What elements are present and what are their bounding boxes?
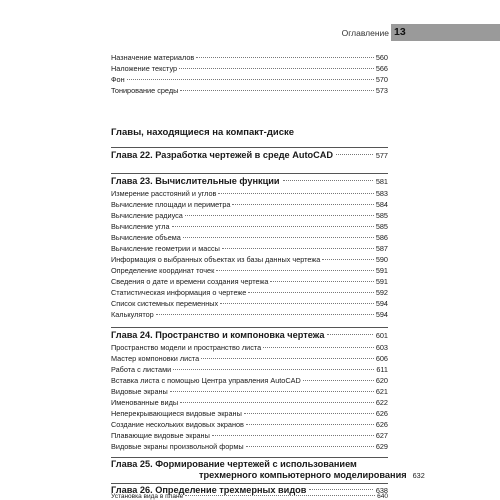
- chapter-23-heading: Глава 23. Вычислительные функции 581: [111, 176, 388, 186]
- chapter-rule: [111, 173, 388, 174]
- toc-entry: Установка вида в плане 640: [111, 493, 388, 500]
- toc-entry: Мастер компоновки листа 606: [111, 354, 388, 363]
- toc-entry: Вычисление радиуса 585: [111, 211, 388, 220]
- toc-entry: Работа с листами 611: [111, 365, 388, 374]
- chapter-rule: [111, 327, 388, 328]
- toc-entry: Вычисление площади и периметра 584: [111, 200, 388, 209]
- toc-entry: Плавающие видовые экраны 627: [111, 431, 388, 440]
- toc-entry: Видовые экраны произвольной формы 629: [111, 442, 388, 451]
- page-number-tab: 13: [391, 24, 500, 41]
- section-heading: Главы, находящиеся на компакт-диске: [111, 127, 295, 138]
- toc-entry: Наложение текстур 566: [111, 64, 388, 73]
- toc-entry: Назначение материалов 560: [111, 53, 388, 62]
- toc-entry: Фон 570: [111, 75, 388, 84]
- running-header-title: Оглавление: [341, 28, 389, 38]
- toc-entry: Вставка листа с помощью Центра управления AutoCAD 620: [111, 376, 388, 385]
- toc-entry: Видовые экраны 621: [111, 387, 388, 396]
- toc-entry: Неперекрывающиеся видовые экраны 626: [111, 409, 388, 418]
- chapter-25-heading-line1: Глава 25. Формирование чертежей с использованием: [111, 459, 357, 469]
- toc-entry: Информация о выбранных объектах из базы данных чертежа 590: [111, 255, 388, 264]
- toc-entry: Именованные виды 622: [111, 398, 388, 407]
- toc-entry: Пространство модели и пространство листа 603: [111, 343, 388, 352]
- chapter-26-heading: Глава 26. Определение трехмерных видов 638: [111, 485, 388, 495]
- toc-entry: Измерение расстояний и углов 583: [111, 189, 388, 198]
- chapter-rule: [111, 147, 388, 148]
- toc-entry: Вычисление геометрии и массы 587: [111, 244, 388, 253]
- toc-entry: Список системных переменных 594: [111, 299, 388, 308]
- toc-entry: Статистическая информация о чертеже 592: [111, 288, 388, 297]
- chapter-24-heading: Глава 24. Пространство и компоновка чертежа 601: [111, 330, 388, 340]
- chapter-rule: [111, 483, 388, 484]
- toc-entry: Вычисление угла 585: [111, 222, 388, 231]
- toc-entry: Сведения о дате и времени создания чертежа 591: [111, 277, 388, 286]
- toc-entry: Создание нескольких видовых экранов 626: [111, 420, 388, 429]
- toc-entry: Определение координат точек 591: [111, 266, 388, 275]
- toc-entry: Тонирование среды 573: [111, 86, 388, 95]
- chapter-rule: [111, 457, 388, 458]
- toc-entry: Вычисление объема 586: [111, 233, 388, 242]
- chapter-25-heading-line2: трехмерного компьютерного моделирования 632: [199, 470, 425, 480]
- toc-entry: Калькулятор 594: [111, 310, 388, 319]
- chapter-22-heading: Глава 22. Разработка чертежей в среде AutoCAD 577: [111, 150, 388, 160]
